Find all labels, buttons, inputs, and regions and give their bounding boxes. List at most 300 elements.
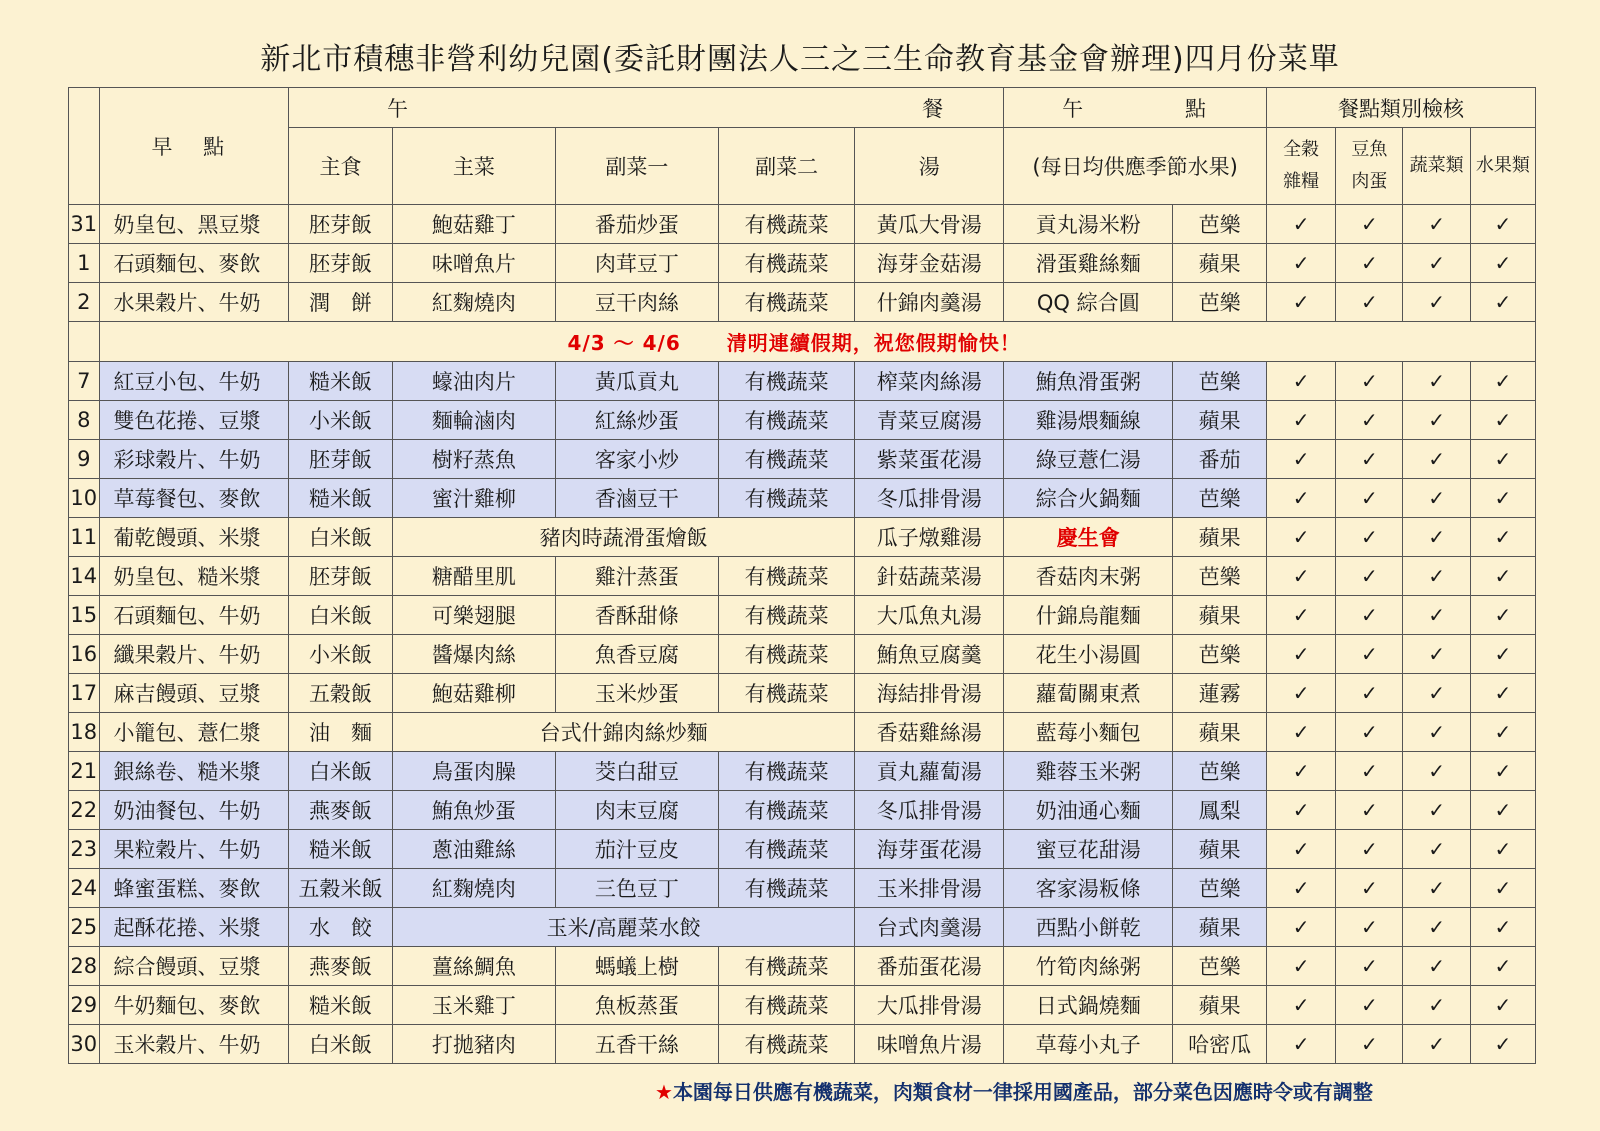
staple-cell: 燕麥飯 xyxy=(289,947,393,986)
soup-cell: 黃瓜大骨湯 xyxy=(855,205,1004,244)
staple-cell: 小米飯 xyxy=(289,401,393,440)
header-lunch-right: 餐 xyxy=(922,96,944,121)
day-cell: 23 xyxy=(69,830,100,869)
snack-cell: 草莓小丸子 xyxy=(1004,1025,1173,1064)
fruit-cell: 芭樂 xyxy=(1173,947,1267,986)
breakfast-cell: 小籠包、薏仁漿 xyxy=(99,713,288,752)
check-mark-icon: ✓ xyxy=(1470,947,1535,986)
main-dish-cell: 鳥蛋肉臊 xyxy=(392,752,555,791)
day-cell: 16 xyxy=(69,635,100,674)
check-mark-icon: ✓ xyxy=(1336,557,1403,596)
check-mark-icon: ✓ xyxy=(1470,283,1535,322)
staple-cell: 胚芽飯 xyxy=(289,440,393,479)
side-one-cell: 肉茸豆丁 xyxy=(555,244,718,283)
header-lunch-left: 午 xyxy=(387,96,409,121)
check-mark-icon: ✓ xyxy=(1470,401,1535,440)
side-one-cell: 三色豆丁 xyxy=(555,869,718,908)
header-snack xyxy=(1004,88,1267,128)
breakfast-cell: 蜂蜜蛋糕、麥飲 xyxy=(99,869,288,908)
fruit-cell: 蘋果 xyxy=(1173,244,1267,283)
snack-cell: 奶油通心麵 xyxy=(1004,791,1173,830)
check-mark-icon: ✓ xyxy=(1266,596,1335,635)
side-one-cell: 豆干肉絲 xyxy=(555,283,718,322)
main-dish-cell: 樹籽蒸魚 xyxy=(392,440,555,479)
snack-cell: 花生小湯圓 xyxy=(1004,635,1173,674)
day-cell: 28 xyxy=(69,947,100,986)
fruit-cell: 芭樂 xyxy=(1173,362,1267,401)
menu-row xyxy=(69,362,1536,401)
breakfast-cell: 草莓餐包、麥飲 xyxy=(99,479,288,518)
breakfast-cell: 紅豆小包、牛奶 xyxy=(99,362,288,401)
header-breakfast: 早 點 xyxy=(99,88,288,205)
check-mark-icon: ✓ xyxy=(1336,791,1403,830)
day-cell: 15 xyxy=(69,596,100,635)
check-mark-icon: ✓ xyxy=(1403,557,1470,596)
check-mark-icon: ✓ xyxy=(1403,596,1470,635)
breakfast-cell: 玉米穀片、牛奶 xyxy=(99,1025,288,1064)
soup-cell: 海芽金菇湯 xyxy=(855,244,1004,283)
day-cell: 21 xyxy=(69,752,100,791)
combined-dish-cell: 玉米/高麗菜水餃 xyxy=(392,908,854,947)
check-mark-icon: ✓ xyxy=(1470,479,1535,518)
soup-cell: 大瓜排骨湯 xyxy=(855,986,1004,1025)
staple-cell: 糙米飯 xyxy=(289,986,393,1025)
check-mark-icon: ✓ xyxy=(1403,752,1470,791)
breakfast-cell: 石頭麵包、麥飲 xyxy=(99,244,288,283)
check-mark-icon: ✓ xyxy=(1336,908,1403,947)
side-two-cell: 有機蔬菜 xyxy=(718,635,855,674)
soup-cell: 海芽蛋花湯 xyxy=(855,830,1004,869)
main-dish-cell: 蔥油雞絲 xyxy=(392,830,555,869)
header-grain: 全穀 雜糧 xyxy=(1266,128,1335,205)
check-mark-icon: ✓ xyxy=(1403,283,1470,322)
snack-cell: 日式鍋燒麵 xyxy=(1004,986,1173,1025)
day-cell: 7 xyxy=(69,362,100,401)
holiday-day-cell xyxy=(69,322,100,362)
side-two-cell: 有機蔬菜 xyxy=(718,986,855,1025)
staple-cell: 小米飯 xyxy=(289,635,393,674)
check-mark-icon: ✓ xyxy=(1403,947,1470,986)
check-mark-icon: ✓ xyxy=(1336,713,1403,752)
menu-row xyxy=(69,869,1536,908)
day-cell: 29 xyxy=(69,986,100,1025)
fruit-cell: 蘋果 xyxy=(1173,518,1267,557)
header-row-1 xyxy=(69,88,1536,128)
side-one-cell: 茄汁豆皮 xyxy=(555,830,718,869)
check-mark-icon: ✓ xyxy=(1336,947,1403,986)
snack-cell: 滑蛋雞絲麵 xyxy=(1004,244,1173,283)
staple-cell: 糙米飯 xyxy=(289,830,393,869)
header-protein: 豆魚 肉蛋 xyxy=(1336,128,1403,205)
main-dish-cell: 鮑菇雞柳 xyxy=(392,674,555,713)
side-one-cell: 螞蟻上樹 xyxy=(555,947,718,986)
check-mark-icon: ✓ xyxy=(1470,869,1535,908)
menu-body xyxy=(69,88,1536,1064)
menu-row xyxy=(69,713,1536,752)
check-mark-icon: ✓ xyxy=(1470,596,1535,635)
main-dish-cell: 紅麴燒肉 xyxy=(392,283,555,322)
fruit-cell: 蓮霧 xyxy=(1173,674,1267,713)
check-mark-icon: ✓ xyxy=(1266,908,1335,947)
soup-cell: 貢丸蘿蔔湯 xyxy=(855,752,1004,791)
fruit-cell: 芭樂 xyxy=(1173,479,1267,518)
fruit-cell: 哈密瓜 xyxy=(1173,1025,1267,1064)
soup-cell: 什錦肉羹湯 xyxy=(855,283,1004,322)
footer-text: 本園每日供應有機蔬菜，肉類食材一律採用國產品，部分菜色因應時令或有調整 xyxy=(672,1080,1373,1104)
check-mark-icon: ✓ xyxy=(1266,557,1335,596)
check-mark-icon: ✓ xyxy=(1470,362,1535,401)
check-mark-icon: ✓ xyxy=(1470,244,1535,283)
check-mark-icon: ✓ xyxy=(1336,1025,1403,1064)
check-mark-icon: ✓ xyxy=(1266,1025,1335,1064)
fruit-cell: 芭樂 xyxy=(1173,205,1267,244)
header-main-dish: 主菜 xyxy=(392,128,555,205)
day-cell: 31 xyxy=(69,205,100,244)
soup-cell: 冬瓜排骨湯 xyxy=(855,791,1004,830)
check-mark-icon: ✓ xyxy=(1266,440,1335,479)
snack-cell: 蘿蔔關東煮 xyxy=(1004,674,1173,713)
side-two-cell: 有機蔬菜 xyxy=(718,244,855,283)
check-mark-icon: ✓ xyxy=(1470,635,1535,674)
check-mark-icon: ✓ xyxy=(1266,674,1335,713)
check-mark-icon: ✓ xyxy=(1336,596,1403,635)
check-mark-icon: ✓ xyxy=(1266,830,1335,869)
fruit-cell: 芭樂 xyxy=(1173,635,1267,674)
side-one-cell: 香酥甜條 xyxy=(555,596,718,635)
fruit-cell: 蘋果 xyxy=(1173,908,1267,947)
check-mark-icon: ✓ xyxy=(1266,713,1335,752)
soup-cell: 冬瓜排骨湯 xyxy=(855,479,1004,518)
snack-cell: 什錦烏龍麵 xyxy=(1004,596,1173,635)
check-mark-icon: ✓ xyxy=(1336,479,1403,518)
check-mark-icon: ✓ xyxy=(1403,869,1470,908)
menu-row xyxy=(69,947,1536,986)
menu-row xyxy=(69,830,1536,869)
day-cell: 17 xyxy=(69,674,100,713)
header-staple: 主食 xyxy=(289,128,393,205)
breakfast-cell: 石頭麵包、牛奶 xyxy=(99,596,288,635)
main-dish-cell: 麵輪滷肉 xyxy=(392,401,555,440)
fruit-cell: 番茄 xyxy=(1173,440,1267,479)
header-day-corner xyxy=(69,88,100,205)
side-two-cell: 有機蔬菜 xyxy=(718,596,855,635)
breakfast-cell: 牛奶麵包、麥飲 xyxy=(99,986,288,1025)
main-dish-cell: 可樂翅腿 xyxy=(392,596,555,635)
fruit-cell: 蘋果 xyxy=(1173,986,1267,1025)
menu-row xyxy=(69,401,1536,440)
breakfast-cell: 麻吉饅頭、豆漿 xyxy=(99,674,288,713)
soup-cell: 番茄蛋花湯 xyxy=(855,947,1004,986)
check-mark-icon: ✓ xyxy=(1470,830,1535,869)
snack-cell: QQ 綜合圓 xyxy=(1004,283,1173,322)
side-two-cell: 有機蔬菜 xyxy=(718,440,855,479)
check-mark-icon: ✓ xyxy=(1470,674,1535,713)
side-one-cell: 五香干絲 xyxy=(555,1025,718,1064)
check-mark-icon: ✓ xyxy=(1336,674,1403,713)
header-row-2 xyxy=(69,128,1536,205)
menu-row xyxy=(69,791,1536,830)
check-mark-icon: ✓ xyxy=(1470,791,1535,830)
check-mark-icon: ✓ xyxy=(1470,752,1535,791)
check-mark-icon: ✓ xyxy=(1470,713,1535,752)
side-one-cell: 魚香豆腐 xyxy=(555,635,718,674)
staple-cell: 糙米飯 xyxy=(289,479,393,518)
check-mark-icon: ✓ xyxy=(1403,479,1470,518)
menu-row xyxy=(69,557,1536,596)
soup-cell: 海結排骨湯 xyxy=(855,674,1004,713)
holiday-dates: 4/3 ～ 4/6 xyxy=(567,331,681,355)
check-mark-icon: ✓ xyxy=(1403,674,1470,713)
main-dish-cell: 鮑菇雞丁 xyxy=(392,205,555,244)
staple-cell: 白米飯 xyxy=(289,1025,393,1064)
menu-row xyxy=(69,244,1536,283)
menu-row xyxy=(69,479,1536,518)
side-two-cell: 有機蔬菜 xyxy=(718,401,855,440)
header-check-group: 餐點類別檢核 xyxy=(1266,88,1535,128)
breakfast-cell: 奶油餐包、牛奶 xyxy=(99,791,288,830)
main-dish-cell: 醬爆肉絲 xyxy=(392,635,555,674)
check-mark-icon: ✓ xyxy=(1470,1025,1535,1064)
side-one-cell: 客家小炒 xyxy=(555,440,718,479)
check-mark-icon: ✓ xyxy=(1266,635,1335,674)
soup-cell: 榨菜肉絲湯 xyxy=(855,362,1004,401)
menu-row xyxy=(69,635,1536,674)
side-one-cell: 魚板蒸蛋 xyxy=(555,986,718,1025)
header-soup: 湯 xyxy=(855,128,1004,205)
snack-cell: 貢丸湯米粉 xyxy=(1004,205,1173,244)
check-mark-icon: ✓ xyxy=(1403,205,1470,244)
main-dish-cell: 打拋豬肉 xyxy=(392,1025,555,1064)
side-one-cell: 茭白甜豆 xyxy=(555,752,718,791)
check-mark-icon: ✓ xyxy=(1403,908,1470,947)
snack-cell: 綜合火鍋麵 xyxy=(1004,479,1173,518)
header-snack-left: 午 xyxy=(1062,96,1084,121)
staple-cell: 水 餃 xyxy=(289,908,393,947)
side-one-cell: 番茄炒蛋 xyxy=(555,205,718,244)
snack-cell: 客家湯粄條 xyxy=(1004,869,1173,908)
soup-cell: 鮪魚豆腐羹 xyxy=(855,635,1004,674)
check-mark-icon: ✓ xyxy=(1336,635,1403,674)
staple-cell: 潤 餅 xyxy=(289,283,393,322)
menu-row xyxy=(69,205,1536,244)
snack-cell: 藍莓小麵包 xyxy=(1004,713,1173,752)
snack-cell: 綠豆薏仁湯 xyxy=(1004,440,1173,479)
holiday-row xyxy=(69,322,1536,362)
check-mark-icon: ✓ xyxy=(1336,362,1403,401)
check-mark-icon: ✓ xyxy=(1266,869,1335,908)
check-mark-icon: ✓ xyxy=(1266,752,1335,791)
breakfast-cell: 起酥花捲、米漿 xyxy=(99,908,288,947)
staple-cell: 胚芽飯 xyxy=(289,244,393,283)
snack-cell: 鮪魚滑蛋粥 xyxy=(1004,362,1173,401)
page-title: 新北市積穗非營利幼兒園(委託財團法人三之三生命教育基金會辦理)四月份菜單 xyxy=(260,42,1340,77)
soup-cell: 玉米排骨湯 xyxy=(855,869,1004,908)
check-mark-icon: ✓ xyxy=(1470,986,1535,1025)
soup-cell: 台式肉羹湯 xyxy=(855,908,1004,947)
breakfast-cell: 纖果穀片、牛奶 xyxy=(99,635,288,674)
breakfast-cell: 銀絲卷、糙米漿 xyxy=(99,752,288,791)
staple-cell: 五穀米飯 xyxy=(289,869,393,908)
snack-cell: 竹筍肉絲粥 xyxy=(1004,947,1173,986)
soup-cell: 紫菜蛋花湯 xyxy=(855,440,1004,479)
header-lunch xyxy=(289,88,1004,128)
footer-note xyxy=(655,1076,1373,1105)
check-mark-icon: ✓ xyxy=(1403,635,1470,674)
day-cell: 11 xyxy=(69,518,100,557)
day-cell: 2 xyxy=(69,283,100,322)
check-mark-icon: ✓ xyxy=(1336,752,1403,791)
soup-cell: 針菇蔬菜湯 xyxy=(855,557,1004,596)
check-mark-icon: ✓ xyxy=(1403,401,1470,440)
check-mark-icon: ✓ xyxy=(1266,947,1335,986)
side-two-cell: 有機蔬菜 xyxy=(718,830,855,869)
holiday-text: 清明連續假期，祝您假期愉快！ xyxy=(726,331,1021,355)
star-icon: ★ xyxy=(655,1080,673,1104)
snack-cell: 西點小餅乾 xyxy=(1004,908,1173,947)
breakfast-cell: 奶皇包、糙米漿 xyxy=(99,557,288,596)
main-dish-cell: 蠔油肉片 xyxy=(392,362,555,401)
snack-cell: 雞湯煨麵線 xyxy=(1004,401,1173,440)
check-mark-icon: ✓ xyxy=(1403,830,1470,869)
side-two-cell: 有機蔬菜 xyxy=(718,791,855,830)
check-mark-icon: ✓ xyxy=(1266,401,1335,440)
main-dish-cell: 鮪魚炒蛋 xyxy=(392,791,555,830)
day-cell: 24 xyxy=(69,869,100,908)
main-dish-cell: 紅麴燒肉 xyxy=(392,869,555,908)
main-dish-cell: 玉米雞丁 xyxy=(392,986,555,1025)
side-two-cell: 有機蔬菜 xyxy=(718,362,855,401)
staple-cell: 燕麥飯 xyxy=(289,791,393,830)
check-mark-icon: ✓ xyxy=(1266,244,1335,283)
header-side-two: 副菜二 xyxy=(718,128,855,205)
check-mark-icon: ✓ xyxy=(1266,283,1335,322)
menu-row xyxy=(69,908,1536,947)
breakfast-cell: 彩球穀片、牛奶 xyxy=(99,440,288,479)
fruit-cell: 蘋果 xyxy=(1173,596,1267,635)
day-cell: 30 xyxy=(69,1025,100,1064)
side-one-cell: 紅絲炒蛋 xyxy=(555,401,718,440)
day-cell: 1 xyxy=(69,244,100,283)
check-mark-icon: ✓ xyxy=(1336,205,1403,244)
side-two-cell: 有機蔬菜 xyxy=(718,557,855,596)
header-snack-note: (每日均供應季節水果) xyxy=(1004,128,1267,205)
breakfast-cell: 綜合饅頭、豆漿 xyxy=(99,947,288,986)
check-mark-icon: ✓ xyxy=(1336,869,1403,908)
main-dish-cell: 薑絲鯛魚 xyxy=(392,947,555,986)
soup-cell: 青菜豆腐湯 xyxy=(855,401,1004,440)
menu-row xyxy=(69,986,1536,1025)
menu-row xyxy=(69,440,1536,479)
menu-table xyxy=(68,87,1536,1064)
check-mark-icon: ✓ xyxy=(1266,791,1335,830)
check-mark-icon: ✓ xyxy=(1336,986,1403,1025)
menu-row xyxy=(69,518,1536,557)
side-one-cell: 雞汁蒸蛋 xyxy=(555,557,718,596)
header-side-one: 副菜一 xyxy=(555,128,718,205)
menu-row xyxy=(69,283,1536,322)
check-mark-icon: ✓ xyxy=(1336,830,1403,869)
day-cell: 22 xyxy=(69,791,100,830)
check-mark-icon: ✓ xyxy=(1403,713,1470,752)
check-mark-icon: ✓ xyxy=(1336,440,1403,479)
staple-cell: 白米飯 xyxy=(289,518,393,557)
menu-row xyxy=(69,596,1536,635)
snack-cell: 香菇肉末粥 xyxy=(1004,557,1173,596)
check-mark-icon: ✓ xyxy=(1336,518,1403,557)
header-veg: 蔬菜類 xyxy=(1403,128,1470,205)
check-mark-icon: ✓ xyxy=(1470,557,1535,596)
breakfast-cell: 果粒穀片、牛奶 xyxy=(99,830,288,869)
check-mark-icon: ✓ xyxy=(1266,986,1335,1025)
check-mark-icon: ✓ xyxy=(1470,518,1535,557)
menu-row xyxy=(69,1025,1536,1064)
side-two-cell: 有機蔬菜 xyxy=(718,1025,855,1064)
check-mark-icon: ✓ xyxy=(1403,986,1470,1025)
fruit-cell: 蘋果 xyxy=(1173,830,1267,869)
check-mark-icon: ✓ xyxy=(1403,791,1470,830)
staple-cell: 胚芽飯 xyxy=(289,205,393,244)
side-two-cell: 有機蔬菜 xyxy=(718,752,855,791)
breakfast-cell: 奶皇包、黑豆漿 xyxy=(99,205,288,244)
day-cell: 9 xyxy=(69,440,100,479)
side-two-cell: 有機蔬菜 xyxy=(718,869,855,908)
soup-cell: 大瓜魚丸湯 xyxy=(855,596,1004,635)
staple-cell: 糙米飯 xyxy=(289,362,393,401)
side-two-cell: 有機蔬菜 xyxy=(718,479,855,518)
soup-cell: 香菇雞絲湯 xyxy=(855,713,1004,752)
fruit-cell: 芭樂 xyxy=(1173,869,1267,908)
day-cell: 10 xyxy=(69,479,100,518)
staple-cell: 五穀飯 xyxy=(289,674,393,713)
staple-cell: 白米飯 xyxy=(289,752,393,791)
side-one-cell: 肉末豆腐 xyxy=(555,791,718,830)
check-mark-icon: ✓ xyxy=(1403,244,1470,283)
side-two-cell: 有機蔬菜 xyxy=(718,283,855,322)
fruit-cell: 鳳梨 xyxy=(1173,791,1267,830)
staple-cell: 油 麵 xyxy=(289,713,393,752)
side-two-cell: 有機蔬菜 xyxy=(718,205,855,244)
check-mark-icon: ✓ xyxy=(1403,1025,1470,1064)
check-mark-icon: ✓ xyxy=(1403,518,1470,557)
breakfast-cell: 葡乾饅頭、米漿 xyxy=(99,518,288,557)
check-mark-icon: ✓ xyxy=(1336,283,1403,322)
day-cell: 8 xyxy=(69,401,100,440)
day-cell: 25 xyxy=(69,908,100,947)
check-mark-icon: ✓ xyxy=(1470,440,1535,479)
side-two-cell: 有機蔬菜 xyxy=(718,947,855,986)
soup-cell: 味噌魚片湯 xyxy=(855,1025,1004,1064)
day-cell: 18 xyxy=(69,713,100,752)
fruit-cell: 芭樂 xyxy=(1173,557,1267,596)
fruit-cell: 芭樂 xyxy=(1173,283,1267,322)
holiday-notice xyxy=(99,322,1535,362)
fruit-cell: 蘋果 xyxy=(1173,713,1267,752)
side-one-cell: 玉米炒蛋 xyxy=(555,674,718,713)
main-dish-cell: 蜜汁雞柳 xyxy=(392,479,555,518)
snack-cell: 慶生會 xyxy=(1004,518,1173,557)
check-mark-icon: ✓ xyxy=(1266,205,1335,244)
menu-row xyxy=(69,752,1536,791)
side-one-cell: 黃瓜貢丸 xyxy=(555,362,718,401)
header-fruit: 水果類 xyxy=(1470,128,1535,205)
breakfast-cell: 雙色花捲、豆漿 xyxy=(99,401,288,440)
main-dish-cell: 味噌魚片 xyxy=(392,244,555,283)
fruit-cell: 芭樂 xyxy=(1173,752,1267,791)
fruit-cell: 蘋果 xyxy=(1173,401,1267,440)
breakfast-cell: 水果穀片、牛奶 xyxy=(99,283,288,322)
check-mark-icon: ✓ xyxy=(1470,908,1535,947)
side-two-cell: 有機蔬菜 xyxy=(718,674,855,713)
